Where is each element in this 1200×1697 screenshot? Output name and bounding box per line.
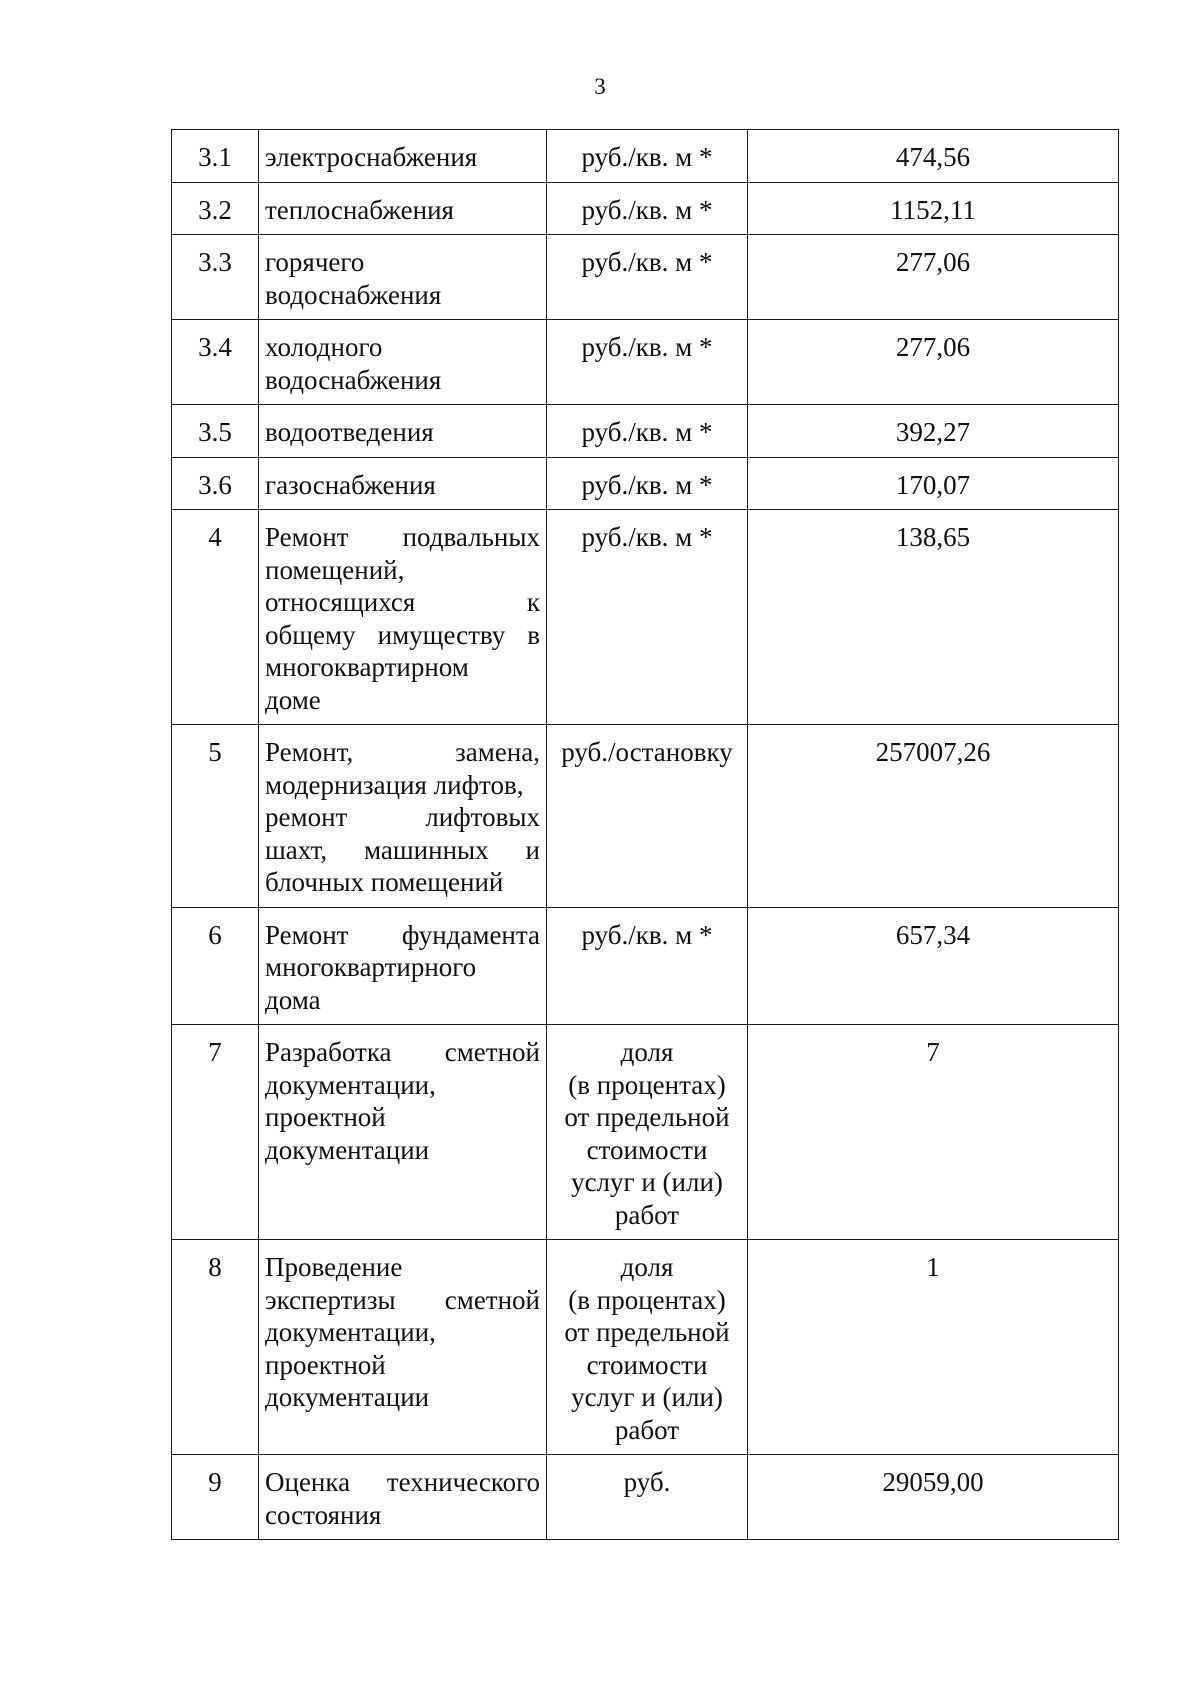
work-name <box>259 725 547 908</box>
page-number: 3 <box>594 74 606 99</box>
unit-line: услуг и (или) <box>571 1382 723 1412</box>
unit-of-measure <box>547 1455 748 1540</box>
unit-line: руб./кв. м * <box>581 522 713 552</box>
work-name <box>259 130 547 183</box>
work-name-line: теплоснабжения <box>265 194 454 225</box>
unit-line: доля <box>620 1252 674 1282</box>
unit-line: руб./остановку <box>561 737 733 767</box>
unit-of-measure <box>547 405 748 458</box>
unit-line: руб./кв. м * <box>581 142 713 172</box>
unit-line: стоимости <box>586 1349 708 1380</box>
work-name-line: Разработка сметной <box>265 1037 540 1067</box>
work-name <box>259 457 547 510</box>
work-name-line: многоквартирного <box>265 952 477 982</box>
work-name <box>259 510 547 725</box>
work-name-line: электроснабжения <box>265 142 478 172</box>
unit-line: доля <box>620 1037 674 1067</box>
work-name-line: шахт, машинных и <box>265 834 540 865</box>
work-name-line: газоснабжения <box>265 469 436 500</box>
row-number: 3.5 <box>172 405 259 458</box>
row-number: 3.3 <box>172 235 259 320</box>
rates-table-body <box>172 130 1119 1540</box>
unit-of-measure <box>547 235 748 320</box>
rate-value: 7 <box>748 1025 1119 1240</box>
rate-value: 1152,11 <box>748 182 1119 235</box>
row-number: 8 <box>172 1240 259 1455</box>
table-row <box>172 457 1119 510</box>
unit-of-measure <box>547 457 748 510</box>
unit-of-measure <box>547 1025 748 1240</box>
work-name <box>259 405 547 458</box>
unit-of-measure <box>547 1240 748 1455</box>
unit-line: руб./кв. м * <box>581 417 713 447</box>
rate-value: 277,06 <box>748 235 1119 320</box>
rates-table <box>171 129 1119 1540</box>
rate-value: 257007,26 <box>748 725 1119 908</box>
work-name-line: Ремонт, замена, <box>265 737 540 767</box>
rate-value: 170,07 <box>748 457 1119 510</box>
row-number: 9 <box>172 1455 259 1540</box>
row-number: 7 <box>172 1025 259 1240</box>
rate-value: 1 <box>748 1240 1119 1455</box>
work-name-line: экспертизы сметной <box>265 1284 540 1315</box>
work-name-line: горячего <box>265 247 365 277</box>
work-name-line: многоквартирном <box>265 652 469 682</box>
table-row <box>172 1025 1119 1240</box>
unit-of-measure <box>547 510 748 725</box>
work-name-line: Ремонт фундамента <box>265 919 540 950</box>
table-row <box>172 130 1119 183</box>
row-number: 5 <box>172 725 259 908</box>
unit-of-measure <box>547 130 748 183</box>
unit-line: от предельной <box>564 1317 730 1347</box>
unit-line: работ <box>614 1414 680 1445</box>
work-name-line: водоснабжения <box>265 364 442 395</box>
row-number: 6 <box>172 907 259 1025</box>
work-name-line: водоотведения <box>265 417 434 447</box>
work-name <box>259 1240 547 1455</box>
work-name-line: относящихся к <box>265 587 540 617</box>
rate-value: 657,34 <box>748 907 1119 1025</box>
work-name-line: Проведение <box>265 1252 403 1282</box>
table-row <box>172 235 1119 320</box>
unit-of-measure <box>547 907 748 1025</box>
row-number: 3.1 <box>172 130 259 183</box>
work-name-line: холодного <box>265 332 383 362</box>
unit-line: руб./кв. м * <box>581 247 713 277</box>
work-name-line: документации, <box>265 1317 436 1347</box>
work-name <box>259 1455 547 1540</box>
row-number: 4 <box>172 510 259 725</box>
table-row <box>172 320 1119 405</box>
work-name-line: доме <box>265 684 321 715</box>
work-name-line: состояния <box>265 1499 382 1530</box>
work-name-line: помещений, <box>265 554 405 585</box>
table-row <box>172 182 1119 235</box>
work-name-line: общему имуществу в <box>265 619 540 650</box>
table-row <box>172 907 1119 1025</box>
work-name <box>259 320 547 405</box>
table-row <box>172 1240 1119 1455</box>
table-row <box>172 405 1119 458</box>
work-name-line: проектной <box>265 1349 386 1380</box>
work-name <box>259 907 547 1025</box>
work-name-line: водоснабжения <box>265 279 442 310</box>
unit-of-measure <box>547 182 748 235</box>
work-name-line: документации <box>265 1134 430 1165</box>
row-number: 3.4 <box>172 320 259 405</box>
unit-line: услуг и (или) <box>571 1167 723 1197</box>
unit-line: (в процентах) <box>568 1069 726 1100</box>
unit-line: руб./кв. м * <box>581 469 713 500</box>
work-name-line: ремонт лифтовых <box>265 802 540 832</box>
work-name-line: проектной <box>265 1102 386 1132</box>
work-name-line: документации <box>265 1382 430 1412</box>
rate-value: 29059,00 <box>748 1455 1119 1540</box>
work-name <box>259 1025 547 1240</box>
unit-line: руб./кв. м * <box>581 919 713 950</box>
unit-line: руб./кв. м * <box>581 332 713 362</box>
work-name-line: документации, <box>265 1069 436 1100</box>
work-name-line: Ремонт подвальных <box>265 522 540 552</box>
row-number: 3.2 <box>172 182 259 235</box>
unit-line: руб./кв. м * <box>581 194 713 225</box>
unit-line: от предельной <box>564 1102 730 1132</box>
work-name-line: модернизация лифтов, <box>265 769 524 800</box>
unit-line: руб. <box>623 1467 671 1497</box>
work-name <box>259 182 547 235</box>
rate-value: 392,27 <box>748 405 1119 458</box>
unit-of-measure <box>547 725 748 908</box>
work-name <box>259 235 547 320</box>
work-name-line: блочных помещений <box>265 867 504 897</box>
rate-value: 474,56 <box>748 130 1119 183</box>
work-name-line: Оценка технического <box>265 1467 540 1497</box>
unit-line: работ <box>614 1199 680 1230</box>
table-row <box>172 725 1119 908</box>
table-row <box>172 510 1119 725</box>
row-number: 3.6 <box>172 457 259 510</box>
unit-of-measure <box>547 320 748 405</box>
rate-value: 277,06 <box>748 320 1119 405</box>
rate-value: 138,65 <box>748 510 1119 725</box>
unit-line: стоимости <box>586 1134 708 1165</box>
table-row <box>172 1455 1119 1540</box>
unit-line: (в процентах) <box>568 1284 726 1315</box>
work-name-line: дома <box>265 984 321 1015</box>
